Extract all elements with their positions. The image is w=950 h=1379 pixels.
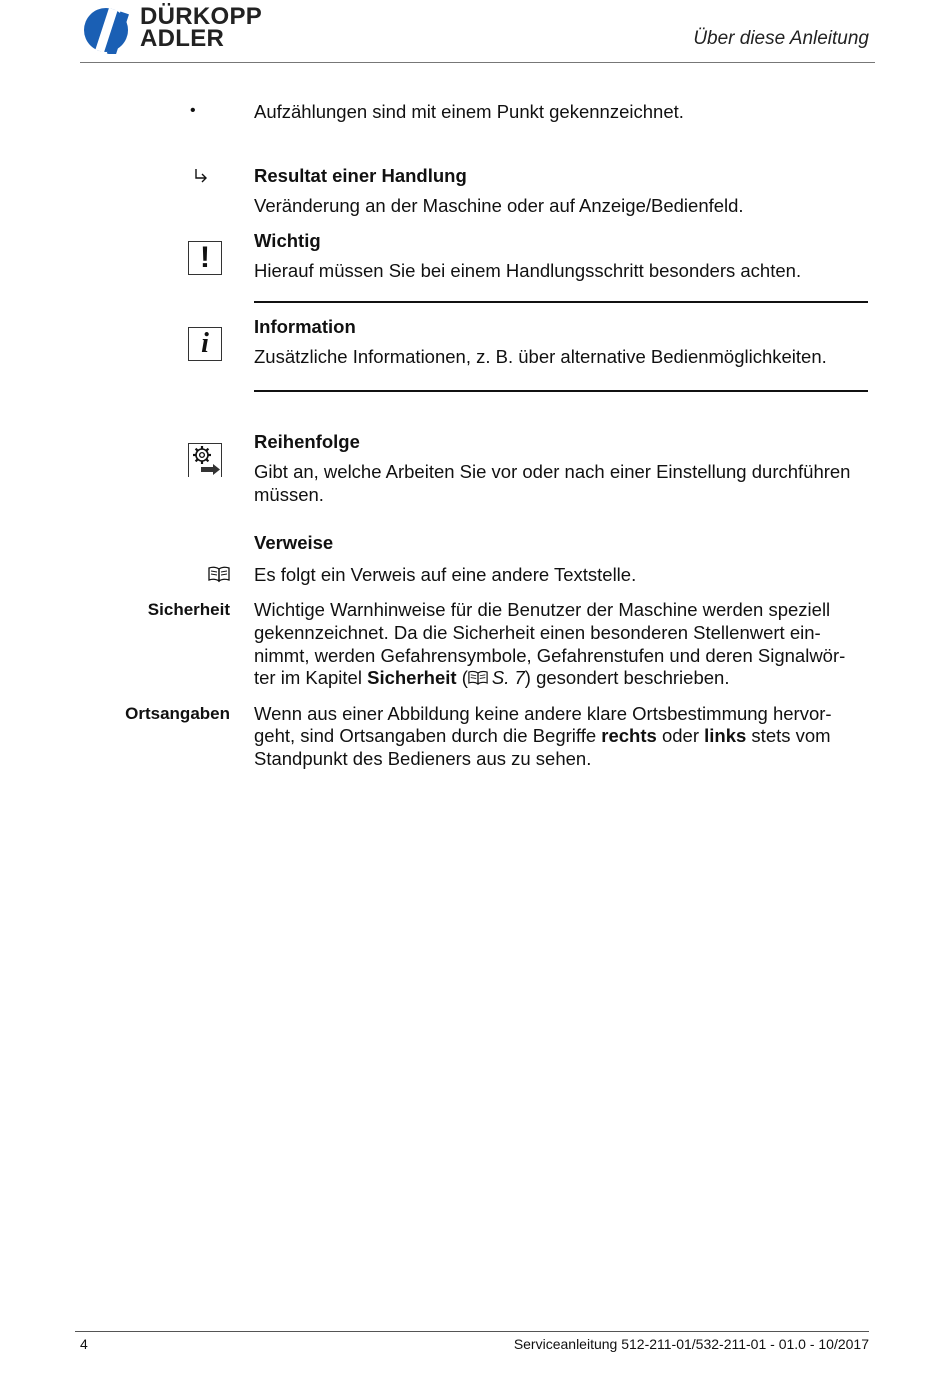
important-divider [254,301,868,303]
location-text-line-1: Wenn aus einer Abbildung keine andere klare Ortsbestimmung hervor- [254,703,832,724]
location-line-2-mid: oder [656,725,705,746]
bullet-text: Aufzählungen sind mit einem Punkt gekennzeichnet. [254,101,684,122]
page-reference-link[interactable]: S. 7 [491,667,525,688]
result-arrow-icon [194,168,210,191]
safety-label: Sicherheit [147,600,230,619]
sequence-heading: Reihenfolge [254,431,360,452]
footer-divider [75,1331,869,1332]
header-divider [80,62,875,63]
information-text: Zusätzliche Informationen, z. B. über alternative Bedienmöglichkeiten. [254,346,827,367]
information-glyph: i [201,328,209,359]
important-heading: Wichtig [254,230,321,251]
information-heading: Information [254,316,356,337]
information-icon [188,327,222,361]
document-reference: Serviceanleitung 512-211-01/532-211-01 - 01.0 - 10/2017 [513,1336,869,1352]
location-text-line-3: Standpunkt des Bedieners aus zu sehen. [254,748,592,769]
book-icon [208,566,230,588]
important-glyph: ! [200,241,210,274]
result-text: Veränderung an der Maschine oder auf Anzeige/Bedienfeld. [254,195,744,216]
safety-text-line-3: nimmt, werden Gefahrensymbole, Gefahrenstufen und deren Signalwör- [254,645,846,666]
references-heading: Verweise [254,532,334,553]
logo-wordmark [140,3,263,52]
logo-line-1: DÜRKOPP [140,3,263,30]
location-term-left: links [704,725,747,746]
important-icon [188,241,222,275]
logo-line-2: ADLER [140,25,225,52]
logo-mark-icon [80,6,140,54]
page-title: Über diese Anleitung [693,28,869,49]
safety-text-line-2: gekennzeichnet. Da die Sicherheit einen besonderen Stellenwert ein- [254,622,821,643]
location-term-right: rechts [601,725,657,746]
safety-line-4-suffix: ) gesondert beschrieben. [524,667,730,688]
information-divider [254,390,868,392]
safety-line-4-open: ( [456,667,468,688]
location-line-2-prefix: geht, sind Ortsangaben durch die Begriffe [254,725,602,746]
bullet-symbol: • [190,102,196,119]
location-line-2-suffix: stets vom [746,725,831,746]
inline-book-icon [468,668,488,691]
result-heading: Resultat einer Handlung [254,165,467,186]
safety-text-line-4 [254,666,729,691]
page-number: 4 [80,1336,88,1352]
safety-chapter-link[interactable]: Sicherheit [367,667,457,688]
safety-text-line-1: Wichtige Warnhinweise für die Benutzer der Maschine werden speziell [254,599,831,620]
location-text-line-2 [254,724,831,747]
references-text: Es folgt ein Verweis auf eine andere Textstelle. [254,564,637,585]
sequence-text-line-1: Gibt an, welche Arbeiten Sie vor oder nach einer Einstellung durchführen [254,461,851,482]
sequence-text-line-2: müssen. [254,484,324,505]
location-label: Ortsangaben [125,704,230,723]
sequence-gear-icon [188,443,222,477]
safety-line-4-prefix: ter im Kapitel [254,667,368,688]
important-text: Hierauf müssen Sie bei einem Handlungsschritt besonders achten. [254,260,802,281]
